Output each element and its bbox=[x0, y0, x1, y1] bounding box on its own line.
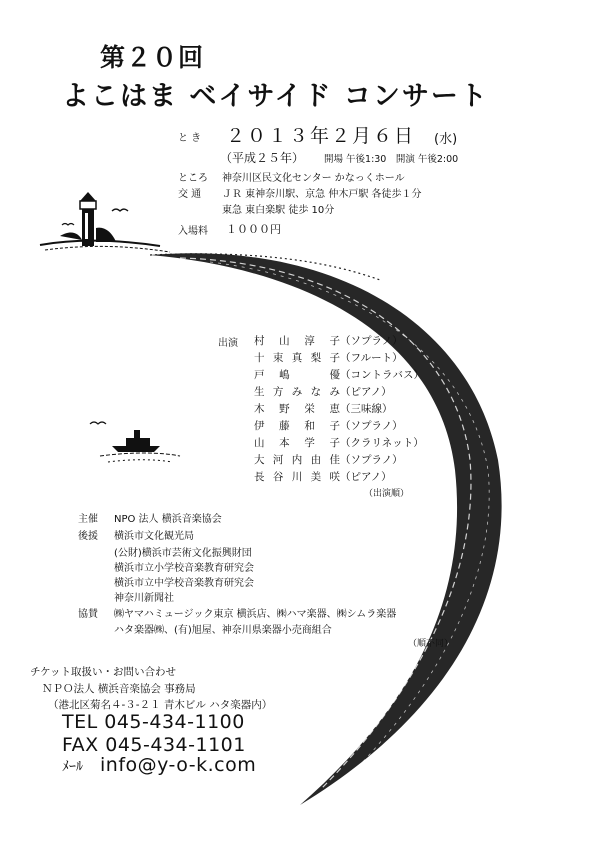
performer-role: （コントラバス） bbox=[340, 369, 424, 381]
event-place: 神奈川区民文化センター かなっくホール bbox=[222, 173, 405, 184]
performer-row bbox=[254, 367, 424, 382]
date-label: と き bbox=[178, 133, 202, 144]
performer-name: 戸嶋 優 bbox=[254, 369, 340, 381]
contact-address: （港北区菊名４-３-２１ 青木ビル ハタ楽器内） bbox=[48, 699, 273, 711]
performer-role: （ピアノ） bbox=[340, 386, 392, 398]
performer-name: 十束真梨子 bbox=[254, 352, 340, 364]
event-era: （平成２５年） bbox=[220, 151, 305, 165]
performer-role: （クラリネット） bbox=[340, 437, 424, 449]
contact-organization: ＮＰＯ法人 横浜音楽協会 事務局 bbox=[42, 683, 196, 695]
access-label: 交 通 bbox=[178, 189, 202, 200]
performer-role: （ソプラノ） bbox=[340, 454, 403, 466]
entry-fee: １０００円 bbox=[226, 223, 281, 236]
support-organization: (公財)横浜市芸術文化振興財団 bbox=[114, 548, 252, 559]
performer-role: （ソプラノ） bbox=[340, 420, 403, 432]
performer-row bbox=[254, 435, 424, 450]
event-weekday: (水) bbox=[434, 132, 458, 147]
performer-role: （ピアノ） bbox=[340, 471, 392, 483]
support-organization: 横浜市立中学校音楽教育研究会 bbox=[114, 578, 254, 589]
ship-illustration bbox=[90, 422, 180, 462]
contact-mail-label: ﾒｰﾙ bbox=[62, 759, 83, 775]
performer-name: 大河内由佳 bbox=[254, 454, 340, 466]
performer-name: 山本学子 bbox=[254, 437, 340, 449]
place-label: ところ bbox=[178, 173, 208, 184]
cosponsor-line-2: ハタ楽器㈱、(有)旭屋、神奈川県楽器小売商組合 bbox=[114, 625, 332, 636]
performer-row bbox=[254, 418, 403, 433]
performer-row bbox=[254, 350, 403, 365]
performer-order-note: （出演順） bbox=[364, 489, 410, 499]
performer-row bbox=[254, 469, 392, 484]
cosponsor-order-note: （順不同） bbox=[408, 639, 454, 649]
contact-heading: チケット取扱い・お問い合わせ bbox=[30, 666, 177, 678]
event-times: 開場 午後1:30 開演 午後2:00 bbox=[324, 154, 459, 165]
performer-role: （フルート） bbox=[340, 352, 403, 364]
cosponsor-label: 協賛 bbox=[78, 609, 98, 620]
access-line-1: ＪＲ 東神奈川駅、京急 仲木戸駅 各徒歩１分 bbox=[222, 189, 422, 200]
performer-row bbox=[254, 384, 392, 399]
cosponsor-line-1: ㈱ヤマハミュージック東京 横浜店、㈱ハマ楽器、㈱シムラ楽器 bbox=[114, 609, 397, 620]
contact-email: info@y-o-k.com bbox=[100, 754, 257, 776]
performer-name: 伊藤和子 bbox=[254, 420, 340, 432]
host-organization: NPO 法人 横浜音楽協会 bbox=[114, 514, 222, 525]
contact-fax: FAX 045-434-1101 bbox=[62, 734, 246, 756]
performer-role: （三味線） bbox=[340, 403, 393, 415]
event-title: よこはま ベイサイド コンサート bbox=[62, 81, 489, 112]
event-number-title: 第２０回 bbox=[100, 43, 205, 72]
support-organization: 横浜市立小学校音楽教育研究会 bbox=[114, 563, 254, 574]
performer-role: （ソプラノ） bbox=[340, 335, 403, 347]
access-line-2: 東急 東白楽駅 徒歩 10分 bbox=[222, 205, 335, 216]
fee-label: 入場料 bbox=[178, 226, 208, 237]
support-label: 後援 bbox=[78, 531, 98, 542]
performer-row bbox=[254, 333, 403, 348]
support-organization: 横浜市文化観光局 bbox=[114, 531, 194, 542]
event-date: ２０１３年２月６日 bbox=[226, 125, 416, 147]
contact-tel: TEL 045-434-1100 bbox=[62, 711, 245, 733]
performer-name: 生方みなみ bbox=[254, 386, 340, 398]
performer-row bbox=[254, 452, 403, 467]
performer-name: 木野栄恵 bbox=[254, 403, 340, 415]
lighthouse-illustration bbox=[40, 192, 170, 252]
performer-name: 長谷川美咲 bbox=[254, 471, 340, 483]
performer-row bbox=[254, 401, 393, 416]
performer-name: 村山淳子 bbox=[254, 335, 340, 347]
host-label: 主催 bbox=[78, 514, 98, 525]
support-organization: 神奈川新聞社 bbox=[114, 593, 174, 604]
performers-label: 出演 bbox=[218, 338, 238, 349]
